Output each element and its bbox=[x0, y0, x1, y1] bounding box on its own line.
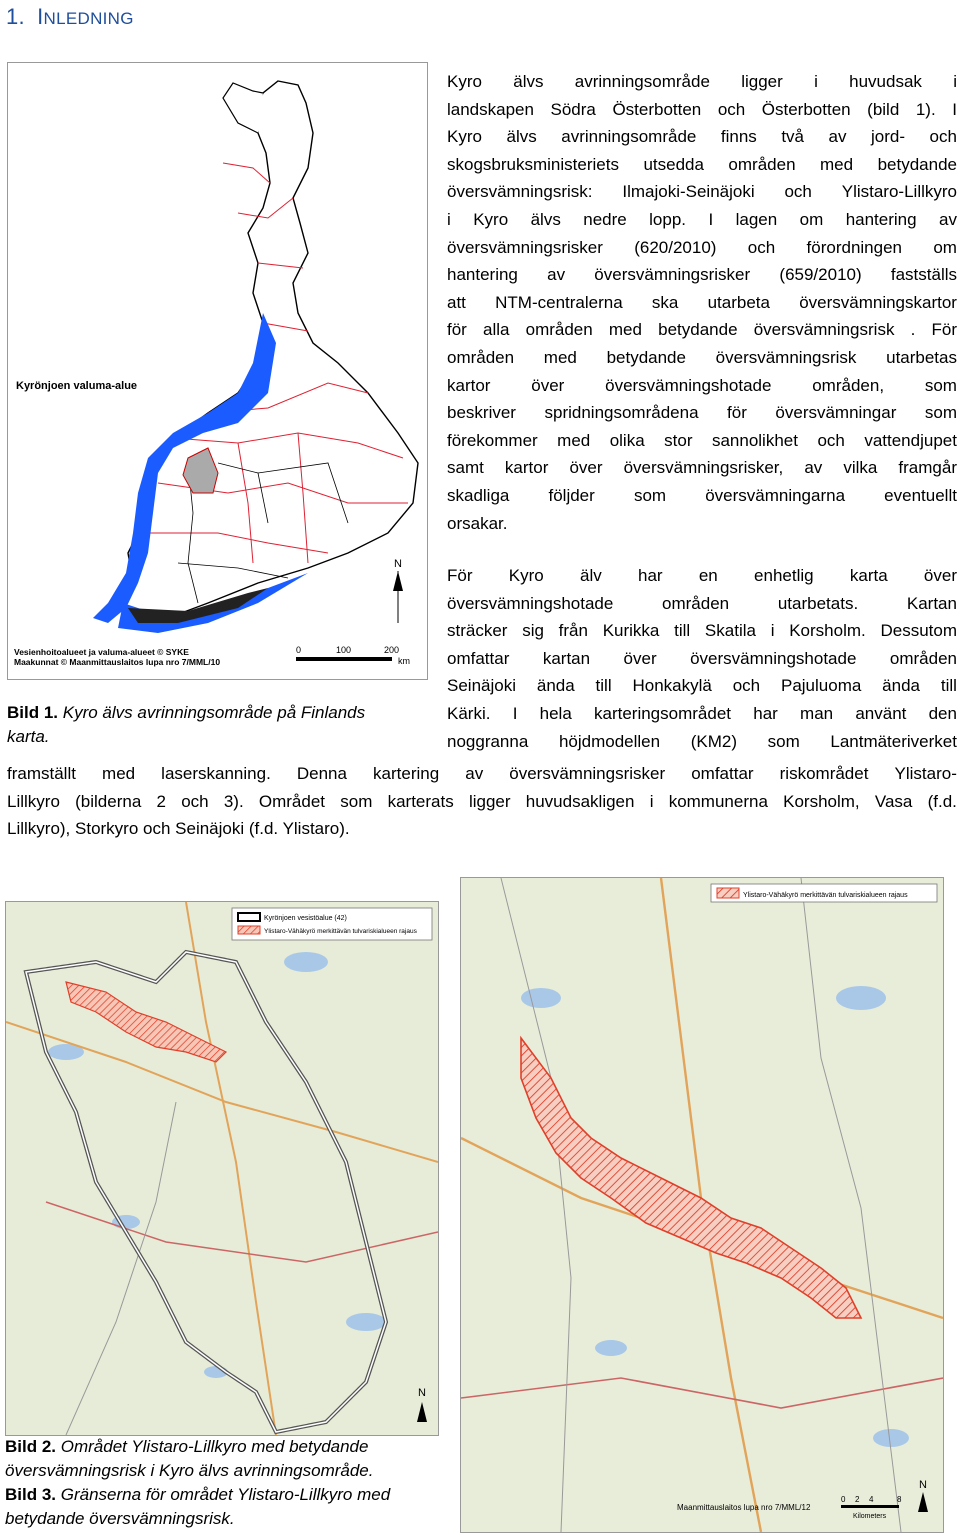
map1-scale-200: 200 bbox=[384, 645, 400, 655]
heading-rest: NLEDNING bbox=[43, 9, 134, 28]
finland-map-svg bbox=[8, 63, 427, 679]
intro-lines bbox=[447, 68, 957, 510]
caption2-text2: översvämningsrisk i Kyro älvs avrinningsområde. bbox=[5, 1461, 374, 1480]
caption-bild-1 bbox=[7, 701, 437, 749]
intro-lines-line: Kyro älvs avrinningsområde finns två av jord- och bbox=[447, 127, 957, 147]
caption1-text: Kyro älvs avrinningsområde på Finlands bbox=[62, 703, 366, 722]
map3-svg bbox=[461, 878, 943, 1532]
second-lines-line: översvämningshotade områden utarbetats. Kartan bbox=[447, 593, 957, 613]
map3-scale-unit: Kilometers bbox=[853, 1513, 887, 1520]
intro-lines-line: hantering av översvämningsrisker (659/2010) fastställs bbox=[447, 265, 957, 285]
finland-map bbox=[7, 62, 428, 680]
intro-lines-line: att NTM-centralerna ska utarbeta översvämningskartor bbox=[447, 292, 957, 312]
caption3-text: Gränserna för området Ylistaro-Lillkyro med bbox=[60, 1485, 391, 1504]
full-lines bbox=[7, 760, 957, 815]
intro-lines-line: beskriver spridningsområdena för översvämningar som bbox=[447, 403, 957, 423]
intro-lines-line: översvämningsrisker (620/2010) och förordningen om bbox=[447, 237, 957, 257]
second-paragraph bbox=[447, 562, 957, 755]
intro-lines-line: Kyro älvs avrinningsområde ligger i huvudsak i bbox=[447, 72, 957, 91]
intro-lines-line: skogsbruksministeriets utsedda områden med betydande bbox=[447, 154, 957, 174]
caption3-text2: betydande översvämningsrisk. bbox=[5, 1509, 235, 1528]
map1-north-label: N bbox=[394, 558, 402, 570]
caption2-label: Bild 2. bbox=[5, 1437, 57, 1456]
map3-scale-4: 4 bbox=[869, 1495, 874, 1504]
map3-scale-8: 8 bbox=[897, 1495, 902, 1504]
full-lines-line: Lillkyro (bilderna 2 och 3). Området som karterats ligger huvudsakligen i kommunerna Korsholm, Vasa (f.d. bbox=[7, 791, 957, 811]
map-ylistaro-lillkyro bbox=[5, 901, 439, 1436]
intro-lines-line: i Kyro älvs nedre lopp. I lagen om hantering av bbox=[447, 209, 957, 229]
second-lines-line: Seinäjoki ända till Honkakylä och Pajuluoma ända till bbox=[447, 676, 957, 696]
section-heading bbox=[6, 4, 134, 30]
intro-lines-line: skadliga följder som översvämningarna eventuellt bbox=[447, 485, 957, 505]
intro-lines-line: landskapen Södra Österbotten och Österbotten (bild 1). I bbox=[447, 99, 957, 119]
map3-scale-bar bbox=[841, 1505, 899, 1508]
intro-lines-line: områden med betydande översvämningsrisk utarbetas bbox=[447, 347, 957, 367]
caption1-label: Bild 1. bbox=[7, 703, 59, 722]
map2-north-label: N bbox=[418, 1387, 426, 1399]
intro-lines-line: kartor över översvämningshotade områden, som bbox=[447, 375, 957, 395]
caption-bild-2-3 bbox=[5, 1435, 460, 1531]
heading-number: 1. bbox=[6, 4, 25, 29]
intro-lines-line: förekommer med olika stor sannolikhet och vattendjupet bbox=[447, 430, 957, 450]
map3-legend-flood: Ylistaro-Vähäkyrö merkittävän tulvariskialueen rajaus bbox=[743, 892, 908, 899]
caption1-text2: karta. bbox=[7, 727, 50, 746]
second-lines-line: För Kyro älv har en enhetlig karta över bbox=[447, 566, 957, 585]
map3-north-label: N bbox=[919, 1479, 927, 1491]
map1-legend-title: Kyrönjoen valuma-alue bbox=[16, 380, 138, 392]
intro-lines-line: samt kartor över översvämningsrisker, av vilka framgår bbox=[447, 458, 957, 478]
map1-credit-line1: Vesienhoitoalueet ja valuma-alueet © SYKE bbox=[14, 647, 189, 657]
map-flood-zone-detail bbox=[460, 877, 944, 1533]
second-lines-line: omfattar kartan över översvämningshotade områden bbox=[447, 648, 957, 668]
intro-lines-line: för alla områden med betydande översvämningsrisk . För bbox=[447, 320, 957, 340]
second-lines bbox=[447, 562, 957, 755]
map1-scale-0: 0 bbox=[296, 645, 302, 655]
full-lines-line: framställt med laserskanning. Denna kartering av översvämningsrisker omfattar riskområdet Ylistaro- bbox=[7, 764, 957, 783]
map1-scale-100: 100 bbox=[336, 645, 352, 655]
intro-last-line: orsakar. bbox=[447, 513, 508, 533]
full-last-line: Lillkyro), Storkyro och Seinäjoki (f.d. Ylistaro). bbox=[7, 819, 350, 839]
caption3-label: Bild 3. bbox=[5, 1485, 57, 1504]
map2-legend-basin: Kyrönjoen vesistöalue (42) bbox=[264, 915, 347, 922]
second-lines-line: noggranna höjdmodellen (KM2) som Lantmäteriverket bbox=[447, 731, 957, 751]
caption2-text: Området Ylistaro-Lillkyro med betydande bbox=[60, 1437, 369, 1456]
full-width-paragraph bbox=[7, 760, 957, 843]
map3-scale-2: 2 bbox=[855, 1495, 860, 1504]
map1-scale-bar bbox=[296, 657, 392, 661]
heading-initial: I bbox=[37, 4, 44, 29]
map2-svg bbox=[6, 902, 438, 1435]
map3-credit: Maanmittauslaitos lupa nro 7/MML/12 bbox=[677, 1503, 811, 1512]
map3-scale-0: 0 bbox=[841, 1495, 846, 1504]
second-lines-line: sträcker sig från Kurikka till Skatila i Korsholm. Dessutom bbox=[447, 621, 957, 641]
intro-paragraph bbox=[447, 68, 957, 537]
map2-legend-flood: Ylistaro-Vähäkyrö merkittävän tulvariskialueen rajaus bbox=[264, 928, 417, 935]
intro-lines-line: översvämningsrisk: Ilmajoki-Seinäjoki och Ylistaro-Lillkyro bbox=[447, 182, 957, 202]
second-lines-line: Kärki. I hela karteringsområdet har man använt den bbox=[447, 703, 957, 723]
map1-credit-line2: Maakunnat © Maanmittauslaitos lupa nro 7/MML/10 bbox=[14, 657, 221, 667]
map1-scale-unit: km bbox=[398, 656, 410, 666]
